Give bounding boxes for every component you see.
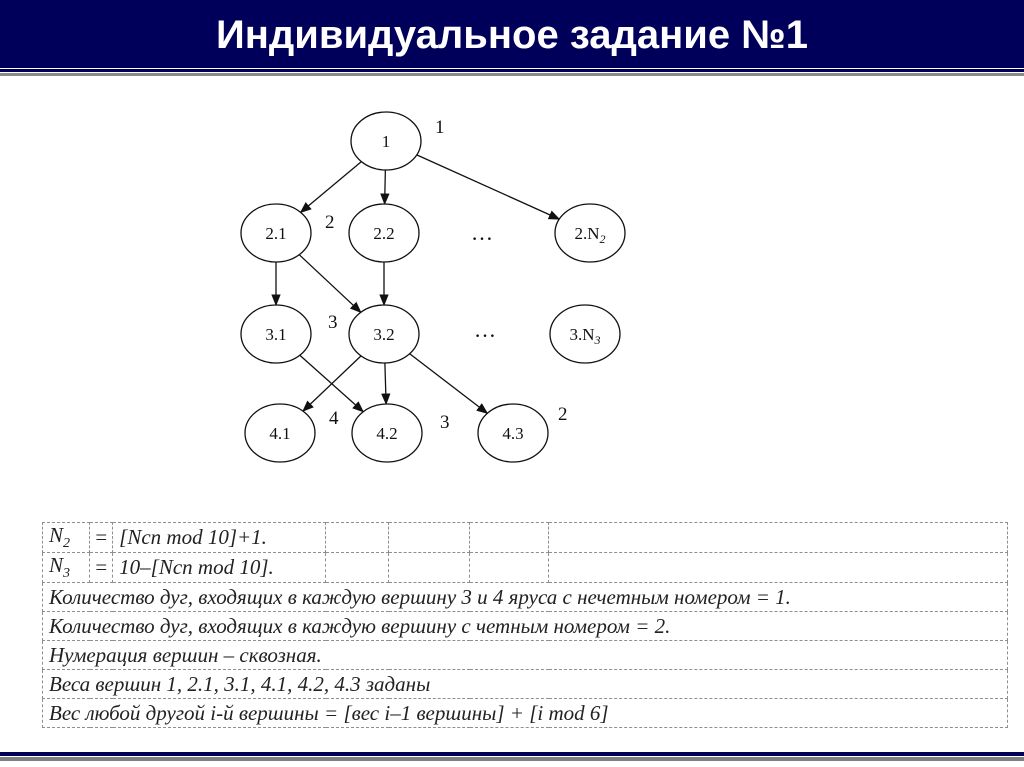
table-row <box>43 670 1008 699</box>
empty-cell <box>470 553 549 583</box>
node-label: 4.1 <box>269 424 291 443</box>
n3-symbol-sub: 3 <box>63 566 71 582</box>
weight-label-4-3: 2 <box>558 404 568 425</box>
ellipsis-tier-2: … <box>471 220 493 245</box>
node-label: $2.N_2$ <box>574 224 606 246</box>
node-label: 2.2 <box>373 224 395 243</box>
edge-2.1-to-3.2 <box>299 255 361 313</box>
empty-cell <box>326 523 389 553</box>
node-label: 1 <box>381 132 391 151</box>
node-4-1 <box>245 404 315 462</box>
table-row <box>43 553 1008 583</box>
empty-cell <box>549 523 1008 553</box>
node-2-2 <box>349 204 419 262</box>
node-label: 3.1 <box>265 325 287 344</box>
edge-1-to-2.1 <box>301 162 362 213</box>
n2-formula: [Nсп mod 10]+1. <box>113 523 326 553</box>
node-3-2 <box>349 305 419 363</box>
weight-label-2-1: 2 <box>325 212 335 233</box>
node-3-1 <box>241 305 311 363</box>
node-2-N2 <box>555 204 625 262</box>
slide-title: Индивидуальное задание №1 <box>215 13 809 57</box>
n2-symbol-cell <box>43 523 90 553</box>
table-row <box>43 523 1008 553</box>
node-1 <box>351 112 421 170</box>
node-label: 3.2 <box>373 325 395 344</box>
weight-label-4-2: 3 <box>440 412 450 433</box>
edge-1-to-2.N2 <box>417 155 560 219</box>
node-label: 4.3 <box>502 424 524 443</box>
weight-label-3-1: 3 <box>328 312 338 333</box>
conditions-table <box>42 522 1008 728</box>
n2-equals: = <box>90 523 113 553</box>
table-row <box>43 583 1008 612</box>
condition-line: Количество дуг, входящих в каждую вершину 3 и 4 яруса с нечетным номером = 1. <box>43 583 1008 612</box>
empty-cell <box>470 523 549 553</box>
ellipsis-tier-3: … <box>474 317 496 342</box>
edge-3.2-to-4.3 <box>410 354 488 414</box>
edge-1-to-2.2 <box>385 170 386 204</box>
condition-line: Нумерация вершин – сквозная. <box>43 641 1008 670</box>
empty-cell <box>389 553 470 583</box>
n2-symbol-sub: 2 <box>63 536 71 552</box>
footer-divider-shadow <box>0 757 1024 761</box>
node-4-3 <box>478 404 548 462</box>
empty-cell <box>389 523 470 553</box>
condition-line: Веса вершин 1, 2.1, 3.1, 4.1, 4.2, 4.3 заданы <box>43 670 1008 699</box>
node-label-sub: 2 <box>599 232 606 246</box>
node-label: 4.2 <box>376 424 398 443</box>
node-4-2 <box>352 404 422 462</box>
n3-equals: = <box>90 553 113 583</box>
table-row <box>43 612 1008 641</box>
condition-line: Количество дуг, входящих в каждую вершину с четным номером = 2. <box>43 612 1008 641</box>
node-label: $3.N_3$ <box>569 325 601 347</box>
node-label: 2.1 <box>265 224 287 243</box>
weight-label-1: 1 <box>435 117 445 138</box>
edge-3.2-to-4.2 <box>385 363 386 404</box>
n3-symbol-cell <box>43 553 90 583</box>
node-2-1 <box>241 204 311 262</box>
empty-cell <box>326 553 389 583</box>
n2-symbol: N <box>49 523 64 547</box>
condition-line: Вес любой другой i-й вершины = [вес i–1 вершины] + [i mod 6] <box>43 699 1008 728</box>
weight-label-4-1: 4 <box>329 408 339 429</box>
n3-formula: 10–[Nсп mod 10]. <box>113 553 326 583</box>
node-label-sub: 3 <box>594 333 601 347</box>
node-3-N3 <box>550 305 620 363</box>
n3-symbol: N <box>49 553 64 578</box>
footer-divider <box>0 752 1024 756</box>
empty-cell <box>549 553 1008 583</box>
table-row <box>43 699 1008 728</box>
table-row <box>43 641 1008 670</box>
